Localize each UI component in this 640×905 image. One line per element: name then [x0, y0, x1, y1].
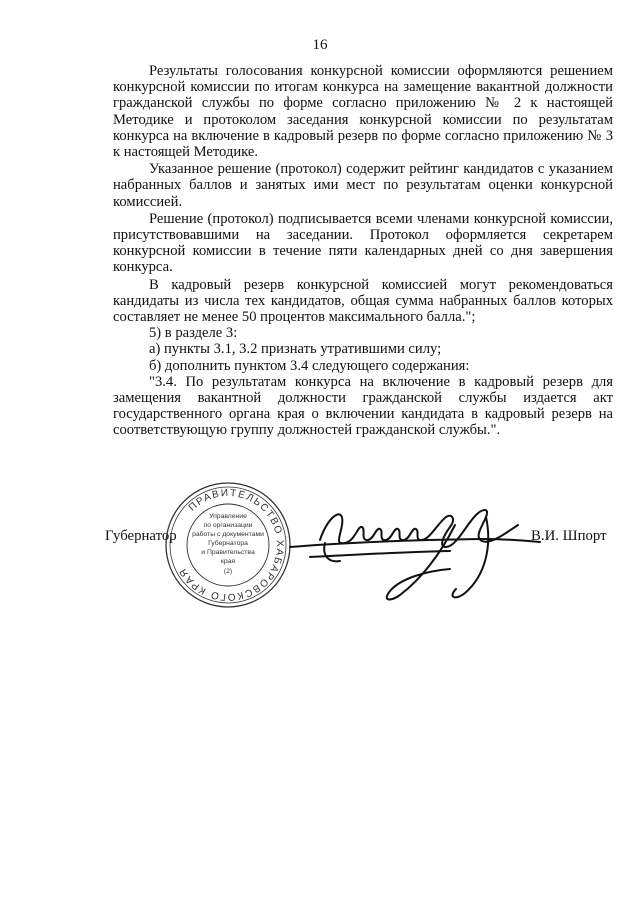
paragraph-section-3: 5) в разделе 3: [149, 325, 238, 342]
handwritten-signature [250, 485, 550, 620]
paragraph-protocol-signing: Решение (протокол) подписывается всеми членами конкурсной комиссии, присутствовавшими на заседании. Протокол оформляется секретарем конкурсной комиссии в течение пяти календарных дней со дня завершения конкурса. [113, 210, 613, 276]
signatory-title: Губернатор [105, 528, 177, 544]
seal-inner-line: Управление [209, 513, 247, 520]
signatory-name: В.И. Шпорт [531, 528, 607, 544]
page-number: 16 [312, 37, 328, 53]
paragraph-reserve-recommendation: В кадровый резерв конкурсной комиссией могут рекомендоваться кандидаты из числа тех кандидатов, общая сумма набранных баллов которых составляет не менее 50 процентов максимального балла."; [113, 276, 613, 326]
paragraph-item-b: б) дополнить пунктом 3.4 следующего содержания: [149, 357, 470, 374]
paragraph-rating: Указанное решение (протокол) содержит рейтинг кандидатов с указанием набранных баллов и занятых ими мест по результатам оценки конкурсной комиссией. [113, 161, 613, 210]
seal-inner-line: края [220, 558, 236, 565]
seal-inner-line: работы с документами [192, 531, 264, 538]
seal-outer-text: ПРАВИТЕЛЬСТВО ХАБАРОВСКОГО КРАЯ [177, 487, 286, 603]
seal-inner-line: и Правительства [201, 549, 255, 556]
seal-inner-line: Губернатора [208, 540, 248, 547]
seal-inner-line: по организации [203, 522, 253, 529]
body-text [113, 63, 613, 439]
seal-inner-line: (2) [223, 568, 233, 575]
paragraph-voting-results: Результаты голосования конкурсной комиссии оформляются решением конкурсной комиссии по итогам конкурса на замещение вакантной должности гражданской службы по форме согласно приложению № 2 к настоящей Методике и протоколом заседания конкурсной комиссии по результатам конкурса на включение в кадровый резерв по форме согласно приложению № 3 к настоящей Методике. [113, 63, 613, 161]
paragraph-point-3-4: "3.4. По результатам конкурса на включение в кадровый резерв для замещения вакантной должности гражданской службы издается акт государственного органа края о включении кандидата в кадровый резерв на соответствующую группу должностей гражданской службы.". [113, 373, 613, 439]
paragraph-item-a: а) пункты 3.1, 3.2 признать утратившими силу; [149, 341, 442, 358]
